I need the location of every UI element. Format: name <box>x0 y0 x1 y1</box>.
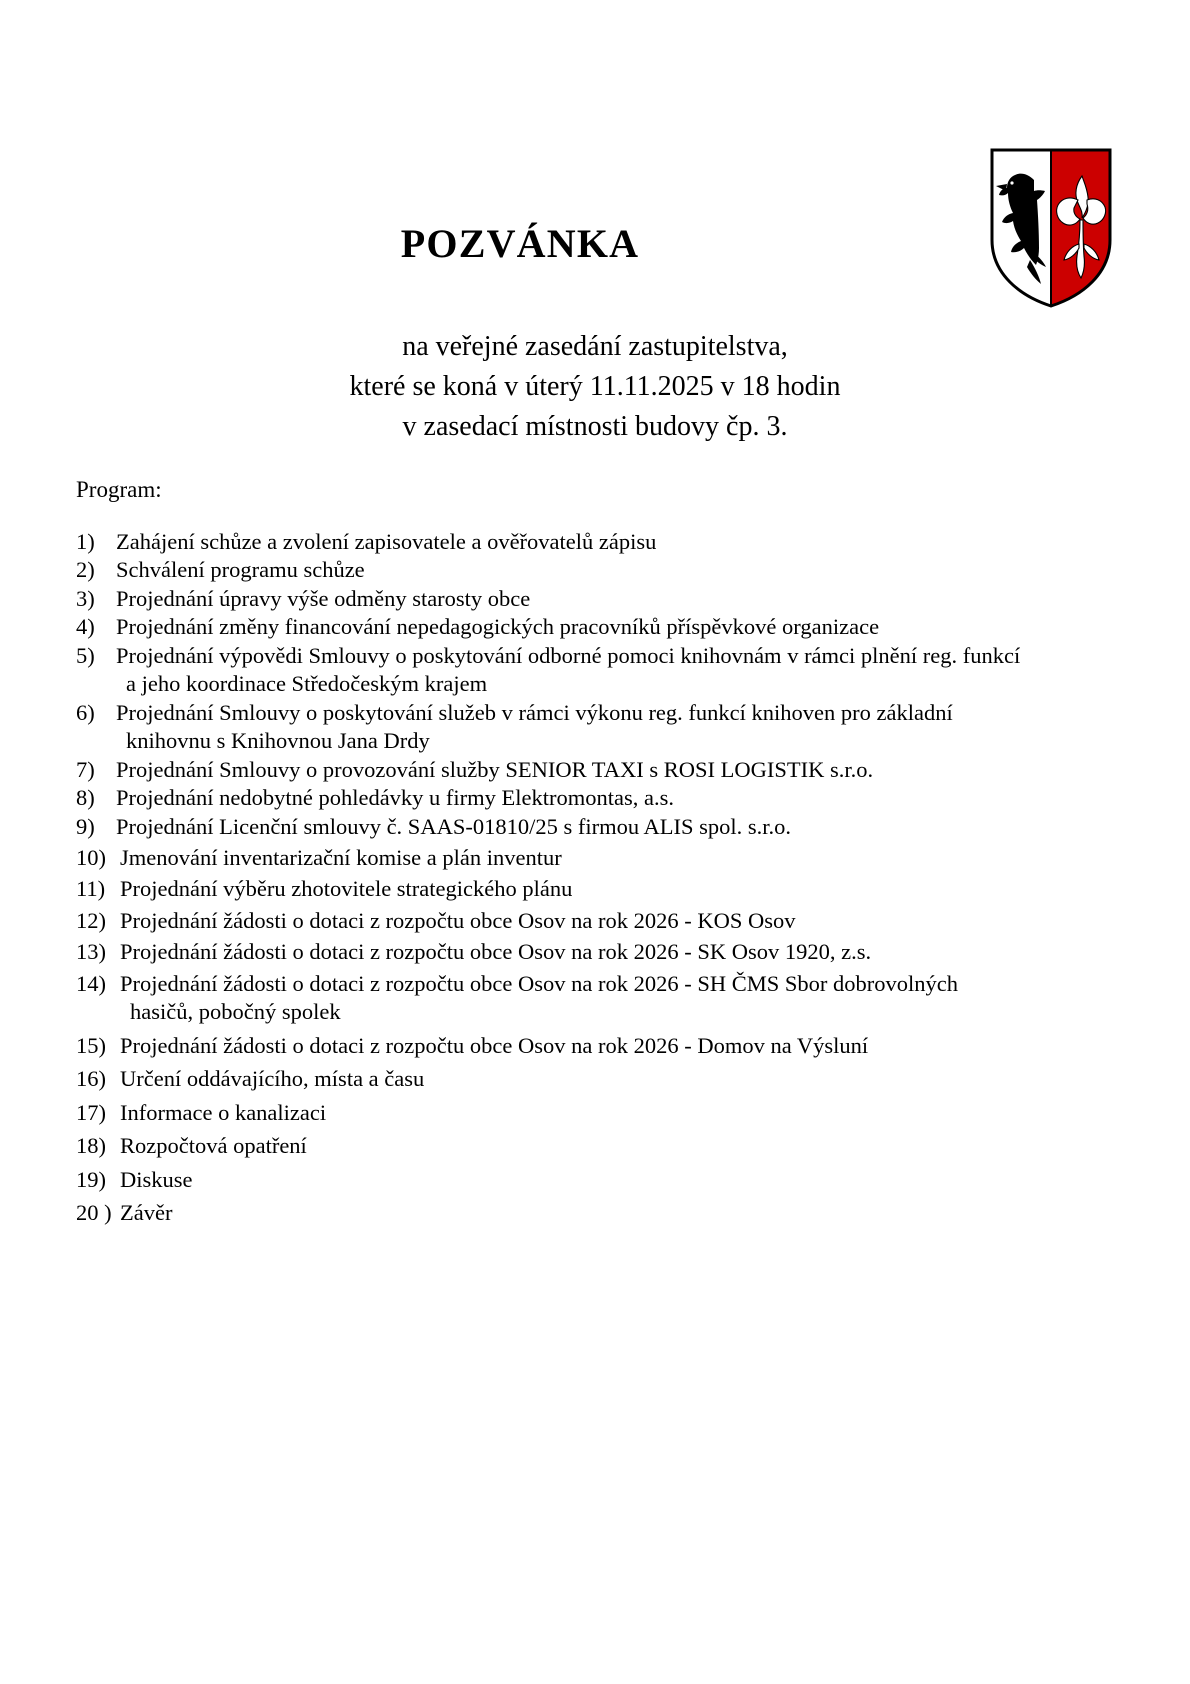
agenda-item-line: Projednání nedobytné pohledávky u firmy Elektromontas, a.s. <box>116 785 675 811</box>
agenda-item-number: 7) <box>76 756 95 782</box>
agenda-item-text <box>120 875 1116 903</box>
agenda-item <box>76 1032 1116 1060</box>
agenda-item-line: Projednání Smlouvy o provozování služby SENIOR TAXI s ROSI LOGISTIK s.r.o. <box>116 756 874 782</box>
agenda-item-line: Projednání výpovědi Smlouvy o poskytování odborné pomoci knihovnám v rámci plnění reg. funkcí <box>116 642 1021 668</box>
agenda-item-line: Projednání žádosti o dotaci z rozpočtu obce Osov na rok 2026 - Domov na Výsluní <box>120 1032 869 1058</box>
agenda-item-number: 16) <box>76 1066 106 1092</box>
agenda-item-text <box>116 528 1116 556</box>
agenda-item-text <box>116 784 1116 812</box>
agenda-item <box>76 585 1116 613</box>
agenda-item <box>76 970 1116 1027</box>
agenda-item-line: Informace o kanalizaci <box>120 1099 327 1125</box>
agenda-item <box>76 938 1116 966</box>
agenda-item-line: Závěr <box>120 1199 173 1225</box>
agenda-item-number: 10) <box>76 844 106 870</box>
agenda-item <box>76 1065 1116 1093</box>
agenda-item-text <box>120 1199 1116 1227</box>
agenda-item-text <box>116 585 1116 613</box>
agenda-item-line-continuation: hasičů, pobočný spolek <box>130 999 341 1025</box>
agenda-item-text <box>116 642 1116 699</box>
agenda-item-line: Rozpočtová opatření <box>120 1133 307 1159</box>
agenda-item-line: Zahájení schůze a zvolení zapisovatele a ověřovatelů zápisu <box>116 529 657 554</box>
agenda-item-line: Určení oddávajícího, místa a času <box>120 1066 425 1092</box>
agenda-item <box>76 1199 1116 1227</box>
agenda-item-text <box>116 613 1116 641</box>
agenda-item-line: Jmenování inventarizační komise a plán inventur <box>120 844 562 870</box>
agenda-item-line: Projednání žádosti o dotaci z rozpočtu obce Osov na rok 2026 - SH ČMS Sbor dobrovolných <box>120 970 958 996</box>
agenda-item-number: 15) <box>76 1032 106 1058</box>
agenda-item-line-continuation: a jeho koordinace Středočeským krajem <box>126 671 488 697</box>
agenda-item-number: 18) <box>76 1133 106 1159</box>
agenda-item-text <box>120 907 1116 935</box>
agenda-item-text <box>120 1132 1116 1160</box>
agenda-item <box>76 756 1116 784</box>
agenda-item-number: 11) <box>76 876 106 902</box>
subtitle-line-2: které se koná v úterý 11.11.2025 v 18 hodin <box>349 370 841 402</box>
agenda-item-text <box>120 1099 1116 1127</box>
agenda-item <box>76 613 1116 641</box>
agenda-item-line-continuation: knihovnu s Knihovnou Jana Drdy <box>126 728 430 754</box>
agenda-item-text <box>120 938 1116 966</box>
agenda-item-text <box>116 556 1116 584</box>
agenda-item-line: Projednání Smlouvy o poskytování služeb v rámci výkonu reg. funkcí knihoven pro základní <box>116 699 953 725</box>
agenda-item-number: 4) <box>76 614 95 640</box>
agenda-item-line: Projednání úpravy výše odměny starosty obce <box>116 585 531 611</box>
agenda-item-number: 9) <box>76 813 95 839</box>
subtitle-line-1: na veřejné zasedání zastupitelstva, <box>402 331 788 362</box>
agenda-item <box>76 556 1116 584</box>
agenda-item-text <box>120 1166 1116 1194</box>
agenda-item-text <box>116 813 1116 841</box>
agenda-item-number: 20 ) <box>76 1199 112 1225</box>
agenda-item <box>76 528 1116 556</box>
agenda-item-line: Schválení programu schůze <box>116 557 365 583</box>
agenda-item <box>76 1166 1116 1194</box>
agenda-list <box>76 528 1116 1227</box>
agenda-item-line: Projednání žádosti o dotaci z rozpočtu obce Osov na rok 2026 - SK Osov 1920, z.s. <box>120 939 872 965</box>
subtitle-line-3: v zasedací místnosti budovy čp. 3. <box>402 410 788 442</box>
agenda-item-text <box>116 756 1116 784</box>
agenda-item-number: 13) <box>76 939 106 965</box>
agenda-item-line: Projednání žádosti o dotaci z rozpočtu obce Osov na rok 2026 - KOS Osov <box>120 907 796 933</box>
agenda-item-text <box>120 844 1116 872</box>
meeting-subtitle <box>0 327 1190 446</box>
agenda-item-number: 12) <box>76 907 106 933</box>
agenda-item-number: 19) <box>76 1166 106 1192</box>
agenda-item-line: Projednání výběru zhotovitele strategického plánu <box>120 876 573 902</box>
agenda-item <box>76 813 1116 841</box>
agenda-item <box>76 1132 1116 1160</box>
agenda-item-number: 17) <box>76 1099 106 1125</box>
agenda-item <box>76 784 1116 812</box>
agenda-item-text <box>120 1032 1116 1060</box>
agenda-item-number: 8) <box>76 785 95 811</box>
agenda-item-text <box>116 699 1116 756</box>
agenda-item-line: Projednání Licenční smlouvy č. SAAS-01810/25 s firmou ALIS spol. s.r.o. <box>116 813 791 839</box>
agenda-item-number: 5) <box>76 642 95 668</box>
agenda-item-line: Diskuse <box>120 1166 193 1192</box>
agenda-item-number: 3) <box>76 585 95 611</box>
agenda-item <box>76 907 1116 935</box>
agenda-item-number: 1) <box>76 529 95 554</box>
program-heading: Program: <box>76 477 162 502</box>
agenda-item <box>76 699 1116 756</box>
agenda-item-line: Projednání změny financování nepedagogických pracovníků příspěvkové organizace <box>116 614 880 640</box>
agenda-item-number: 2) <box>76 557 95 583</box>
agenda-item-number: 14) <box>76 970 106 996</box>
agenda-item-text <box>120 1065 1116 1093</box>
agenda-item <box>76 642 1116 699</box>
agenda-item <box>76 875 1116 903</box>
agenda-item <box>76 1099 1116 1127</box>
agenda-item-text <box>120 970 1116 1027</box>
page-title: POZVÁNKA <box>400 221 640 266</box>
agenda-item <box>76 844 1116 872</box>
agenda-item-number: 6) <box>76 699 95 725</box>
